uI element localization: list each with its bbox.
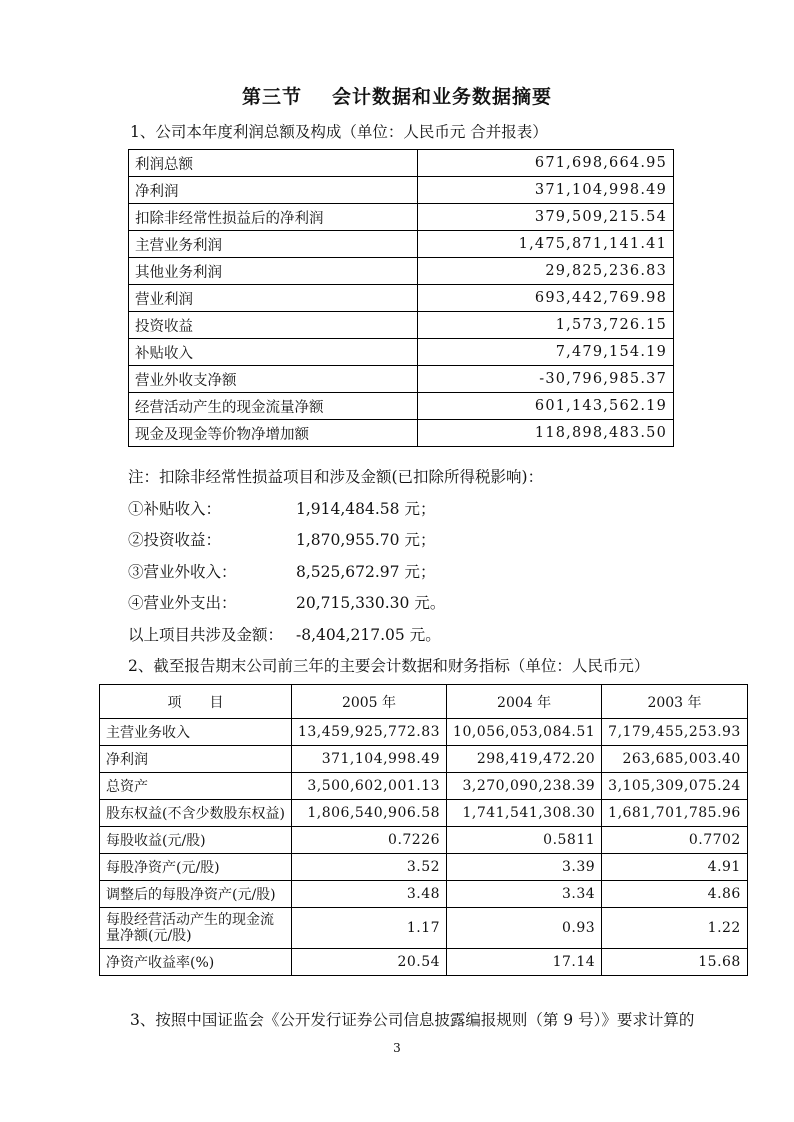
table-row bbox=[129, 393, 674, 420]
note-item-label: ①补贴收入： bbox=[128, 500, 222, 518]
note-item-label: ③营业外收入： bbox=[128, 563, 237, 581]
row-label: 利润总额 bbox=[129, 150, 418, 177]
row-label: 投资收益 bbox=[129, 312, 418, 339]
section3-heading: 3、按照中国证监会《公开发行证券公司信息披露编报规则（第 9 号）》要求计算的 bbox=[130, 1011, 695, 1029]
row-value: -30,796,985.37 bbox=[418, 366, 674, 393]
table-row bbox=[129, 177, 674, 204]
table-row bbox=[129, 366, 674, 393]
section2-heading: 2、截至报告期末公司前三年的主要会计数据和财务指标（单位：人民币元） bbox=[128, 657, 650, 675]
value-2004: 17.14 bbox=[447, 949, 602, 976]
table-row bbox=[129, 258, 674, 285]
table-row bbox=[100, 854, 748, 881]
row-label: 净利润 bbox=[129, 177, 418, 204]
table-row bbox=[100, 773, 748, 800]
page-title: 第三节 会计数据和业务数据摘要 bbox=[241, 86, 553, 108]
value-2003: 3,105,309,075.24 bbox=[602, 773, 748, 800]
row-value: 118,898,483.50 bbox=[418, 420, 674, 447]
note-total bbox=[128, 623, 528, 645]
page-number: 3 bbox=[393, 1041, 401, 1055]
value-2004: 1,741,541,308.30 bbox=[447, 800, 602, 827]
note-item-amount: 8,525,672.97 元； bbox=[296, 563, 436, 581]
row-label: 扣除非经常性损益后的净利润 bbox=[129, 204, 418, 231]
value-2003: 4.91 bbox=[602, 854, 748, 881]
value-2005: 1.17 bbox=[291, 908, 446, 949]
table-row bbox=[129, 312, 674, 339]
row-label: 每股经营活动产生的现金流量净额(元/股) bbox=[100, 908, 292, 949]
value-2004: 0.5811 bbox=[447, 827, 602, 854]
value-2003: 0.7702 bbox=[602, 827, 748, 854]
value-2003: 1.22 bbox=[602, 908, 748, 949]
table-row bbox=[100, 746, 748, 773]
note-item-amount: 1,870,955.70 元； bbox=[296, 531, 436, 549]
value-2005: 0.7226 bbox=[291, 827, 446, 854]
note-total-label: 以上项目共涉及金额： bbox=[128, 626, 284, 644]
row-value: 7,479,154.19 bbox=[418, 339, 674, 366]
row-label: 调整后的每股净资产(元/股) bbox=[100, 881, 292, 908]
table-row bbox=[100, 800, 748, 827]
financial-indicators-table bbox=[99, 684, 748, 976]
row-label: 现金及现金等价物净增加额 bbox=[129, 420, 418, 447]
table-row bbox=[129, 339, 674, 366]
table-row bbox=[129, 150, 674, 177]
table-row bbox=[100, 719, 748, 746]
table-row bbox=[129, 231, 674, 258]
row-label: 每股净资产(元/股) bbox=[100, 854, 292, 881]
value-2005: 371,104,998.49 bbox=[291, 746, 446, 773]
row-label: 营业利润 bbox=[129, 285, 418, 312]
table-row bbox=[100, 949, 748, 976]
row-label: 总资产 bbox=[100, 773, 292, 800]
value-2005: 13,459,925,772.83 bbox=[291, 719, 446, 746]
row-value: 379,509,215.54 bbox=[418, 204, 674, 231]
row-value: 1,573,726.15 bbox=[418, 312, 674, 339]
note-item bbox=[128, 591, 528, 613]
row-label: 主营业务利润 bbox=[129, 231, 418, 258]
row-label: 净利润 bbox=[100, 746, 292, 773]
profit-table bbox=[128, 149, 674, 447]
column-header: 2004 年 bbox=[447, 685, 602, 719]
value-2004: 3.34 bbox=[447, 881, 602, 908]
row-value: 29,825,236.83 bbox=[418, 258, 674, 285]
note-item bbox=[128, 528, 528, 550]
table-row bbox=[100, 908, 748, 949]
row-label: 其他业务利润 bbox=[129, 258, 418, 285]
table-row bbox=[129, 420, 674, 447]
row-label: 补贴收入 bbox=[129, 339, 418, 366]
value-2004: 0.93 bbox=[447, 908, 602, 949]
value-2004: 3.39 bbox=[447, 854, 602, 881]
table-row bbox=[100, 881, 748, 908]
value-2004: 298,419,472.20 bbox=[447, 746, 602, 773]
column-header: 2003 年 bbox=[602, 685, 748, 719]
row-label: 净资产收益率(%) bbox=[100, 949, 292, 976]
value-2003: 7,179,455,253.93 bbox=[602, 719, 748, 746]
value-2003: 15.68 bbox=[602, 949, 748, 976]
note-heading: 注：扣除非经常性损益项目和涉及金额(已扣除所得税影响)： bbox=[128, 468, 544, 486]
row-value: 371,104,998.49 bbox=[418, 177, 674, 204]
note-item-label: ②投资收益： bbox=[128, 531, 222, 549]
row-value: 671,698,664.95 bbox=[418, 150, 674, 177]
section1-heading: 1、公司本年度利润总额及构成（单位：人民币元 合并报表） bbox=[130, 123, 548, 141]
row-label: 经营活动产生的现金流量净额 bbox=[129, 393, 418, 420]
value-2004: 3,270,090,238.39 bbox=[447, 773, 602, 800]
value-2005: 3,500,602,001.13 bbox=[291, 773, 446, 800]
value-2005: 1,806,540,906.58 bbox=[291, 800, 446, 827]
row-label: 每股收益(元/股) bbox=[100, 827, 292, 854]
value-2003: 1,681,701,785.96 bbox=[602, 800, 748, 827]
column-header: 2005 年 bbox=[291, 685, 446, 719]
value-2005: 20.54 bbox=[291, 949, 446, 976]
value-2003: 4.86 bbox=[602, 881, 748, 908]
note-total-amount: -8,404,217.05 元。 bbox=[296, 626, 441, 644]
table-row bbox=[100, 827, 748, 854]
table-row bbox=[129, 285, 674, 312]
note-item-amount: 20,715,330.30 元。 bbox=[296, 594, 446, 612]
note-item bbox=[128, 560, 528, 582]
table-row bbox=[129, 204, 674, 231]
row-value: 693,442,769.98 bbox=[418, 285, 674, 312]
table-header-row bbox=[100, 685, 748, 719]
value-2005: 3.48 bbox=[291, 881, 446, 908]
row-value: 601,143,562.19 bbox=[418, 393, 674, 420]
value-2004: 10,056,053,084.51 bbox=[447, 719, 602, 746]
note-item bbox=[128, 497, 528, 519]
row-label: 营业外收支净额 bbox=[129, 366, 418, 393]
row-label: 主营业务收入 bbox=[100, 719, 292, 746]
row-label: 股东权益(不含少数股东权益) bbox=[100, 800, 292, 827]
value-2005: 3.52 bbox=[291, 854, 446, 881]
note-item-amount: 1,914,484.58 元； bbox=[296, 500, 436, 518]
row-value: 1,475,871,141.41 bbox=[418, 231, 674, 258]
note-item-label: ④营业外支出： bbox=[128, 594, 237, 612]
column-header: 项 目 bbox=[100, 685, 292, 719]
value-2003: 263,685,003.40 bbox=[602, 746, 748, 773]
